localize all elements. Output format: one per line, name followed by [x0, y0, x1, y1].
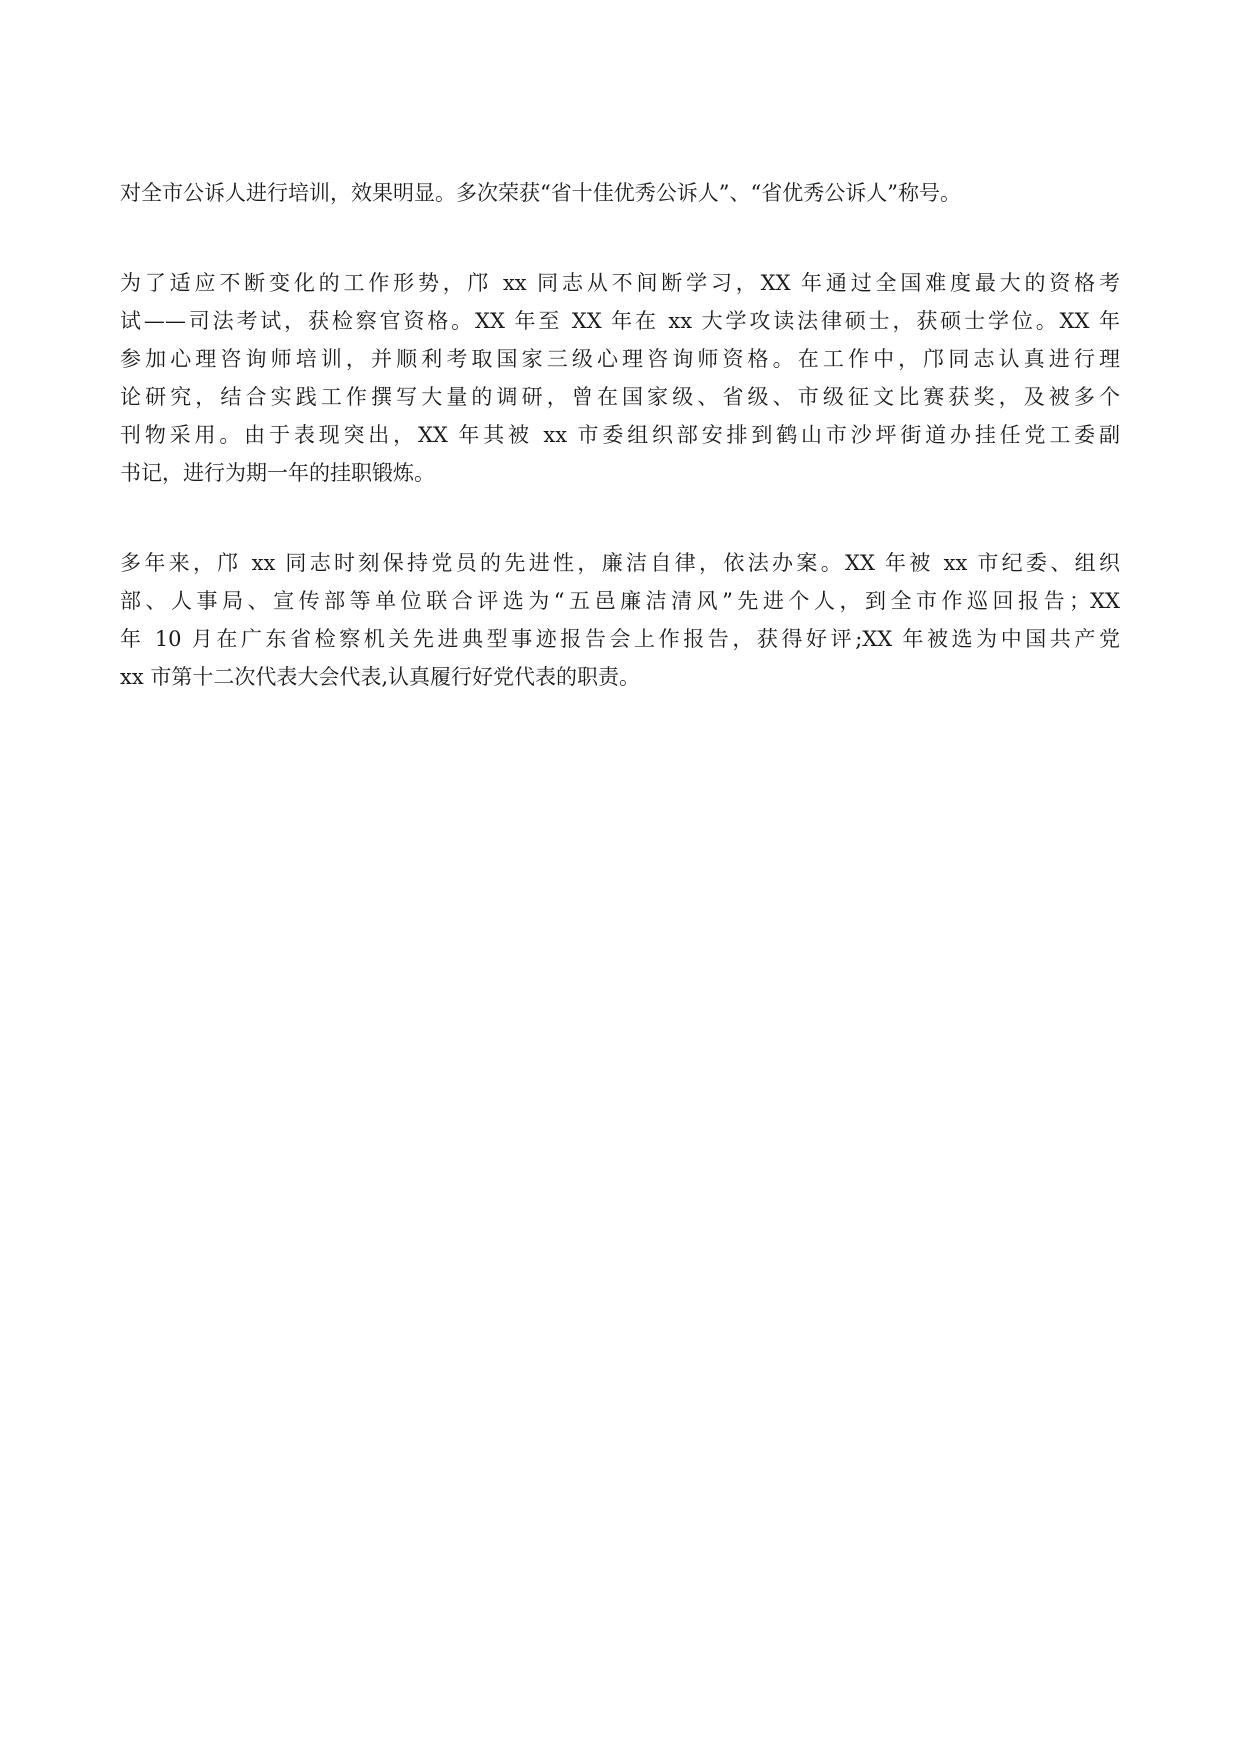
paragraph-line: 试——司法考试，获检察官资格。XX 年至 XX 年在 xx 大学攻读法律硕士，获硕士学位。XX 年	[120, 309, 1120, 333]
paragraph-line: 部、人事局、宣传部等单位联合评选为“五邑廉洁清风”先进个人，到全市作巡回报告；XX	[120, 589, 1120, 613]
paragraph-line: 刊物采用。由于表现突出，XX 年其被 xx 市委组织部安排到鹤山市沙坪街道办挂任党工委副	[120, 423, 1120, 447]
paragraph-integrity	[120, 544, 1120, 696]
paragraph-line: 对全市公诉人进行培训，效果明显。多次荣获“省十佳优秀公诉人”、“省优秀公诉人”称号。	[120, 181, 961, 205]
paragraph-line: 多年来，邝 xx 同志时刻保持党员的先进性，廉洁自律，依法办案。XX 年被 xx 市纪委、组织	[120, 551, 1120, 575]
paragraph-line: xx 市第十二次代表大会代表,认真履行好党代表的职责。	[120, 665, 641, 689]
paragraph-study	[120, 264, 1120, 492]
paragraph-training	[120, 174, 1120, 212]
document-body	[120, 174, 1120, 696]
paragraph-line: 书记，进行为期一年的挂职锻炼。	[120, 461, 435, 485]
paragraph-line: 为了适应不断变化的工作形势，邝 xx 同志从不间断学习，XX 年通过全国难度最大的资格考	[120, 271, 1120, 295]
paragraph-line: 参加心理咨询师培训，并顺利考取国家三级心理咨询师资格。在工作中，邝同志认真进行理	[120, 347, 1120, 371]
paragraph-line: 年 10 月在广东省检察机关先进典型事迹报告会上作报告，获得好评;XX 年被选为中国共产党	[120, 627, 1120, 651]
paragraph-line: 论研究，结合实践工作撰写大量的调研，曾在国家级、省级、市级征文比赛获奖，及被多个	[120, 385, 1120, 409]
